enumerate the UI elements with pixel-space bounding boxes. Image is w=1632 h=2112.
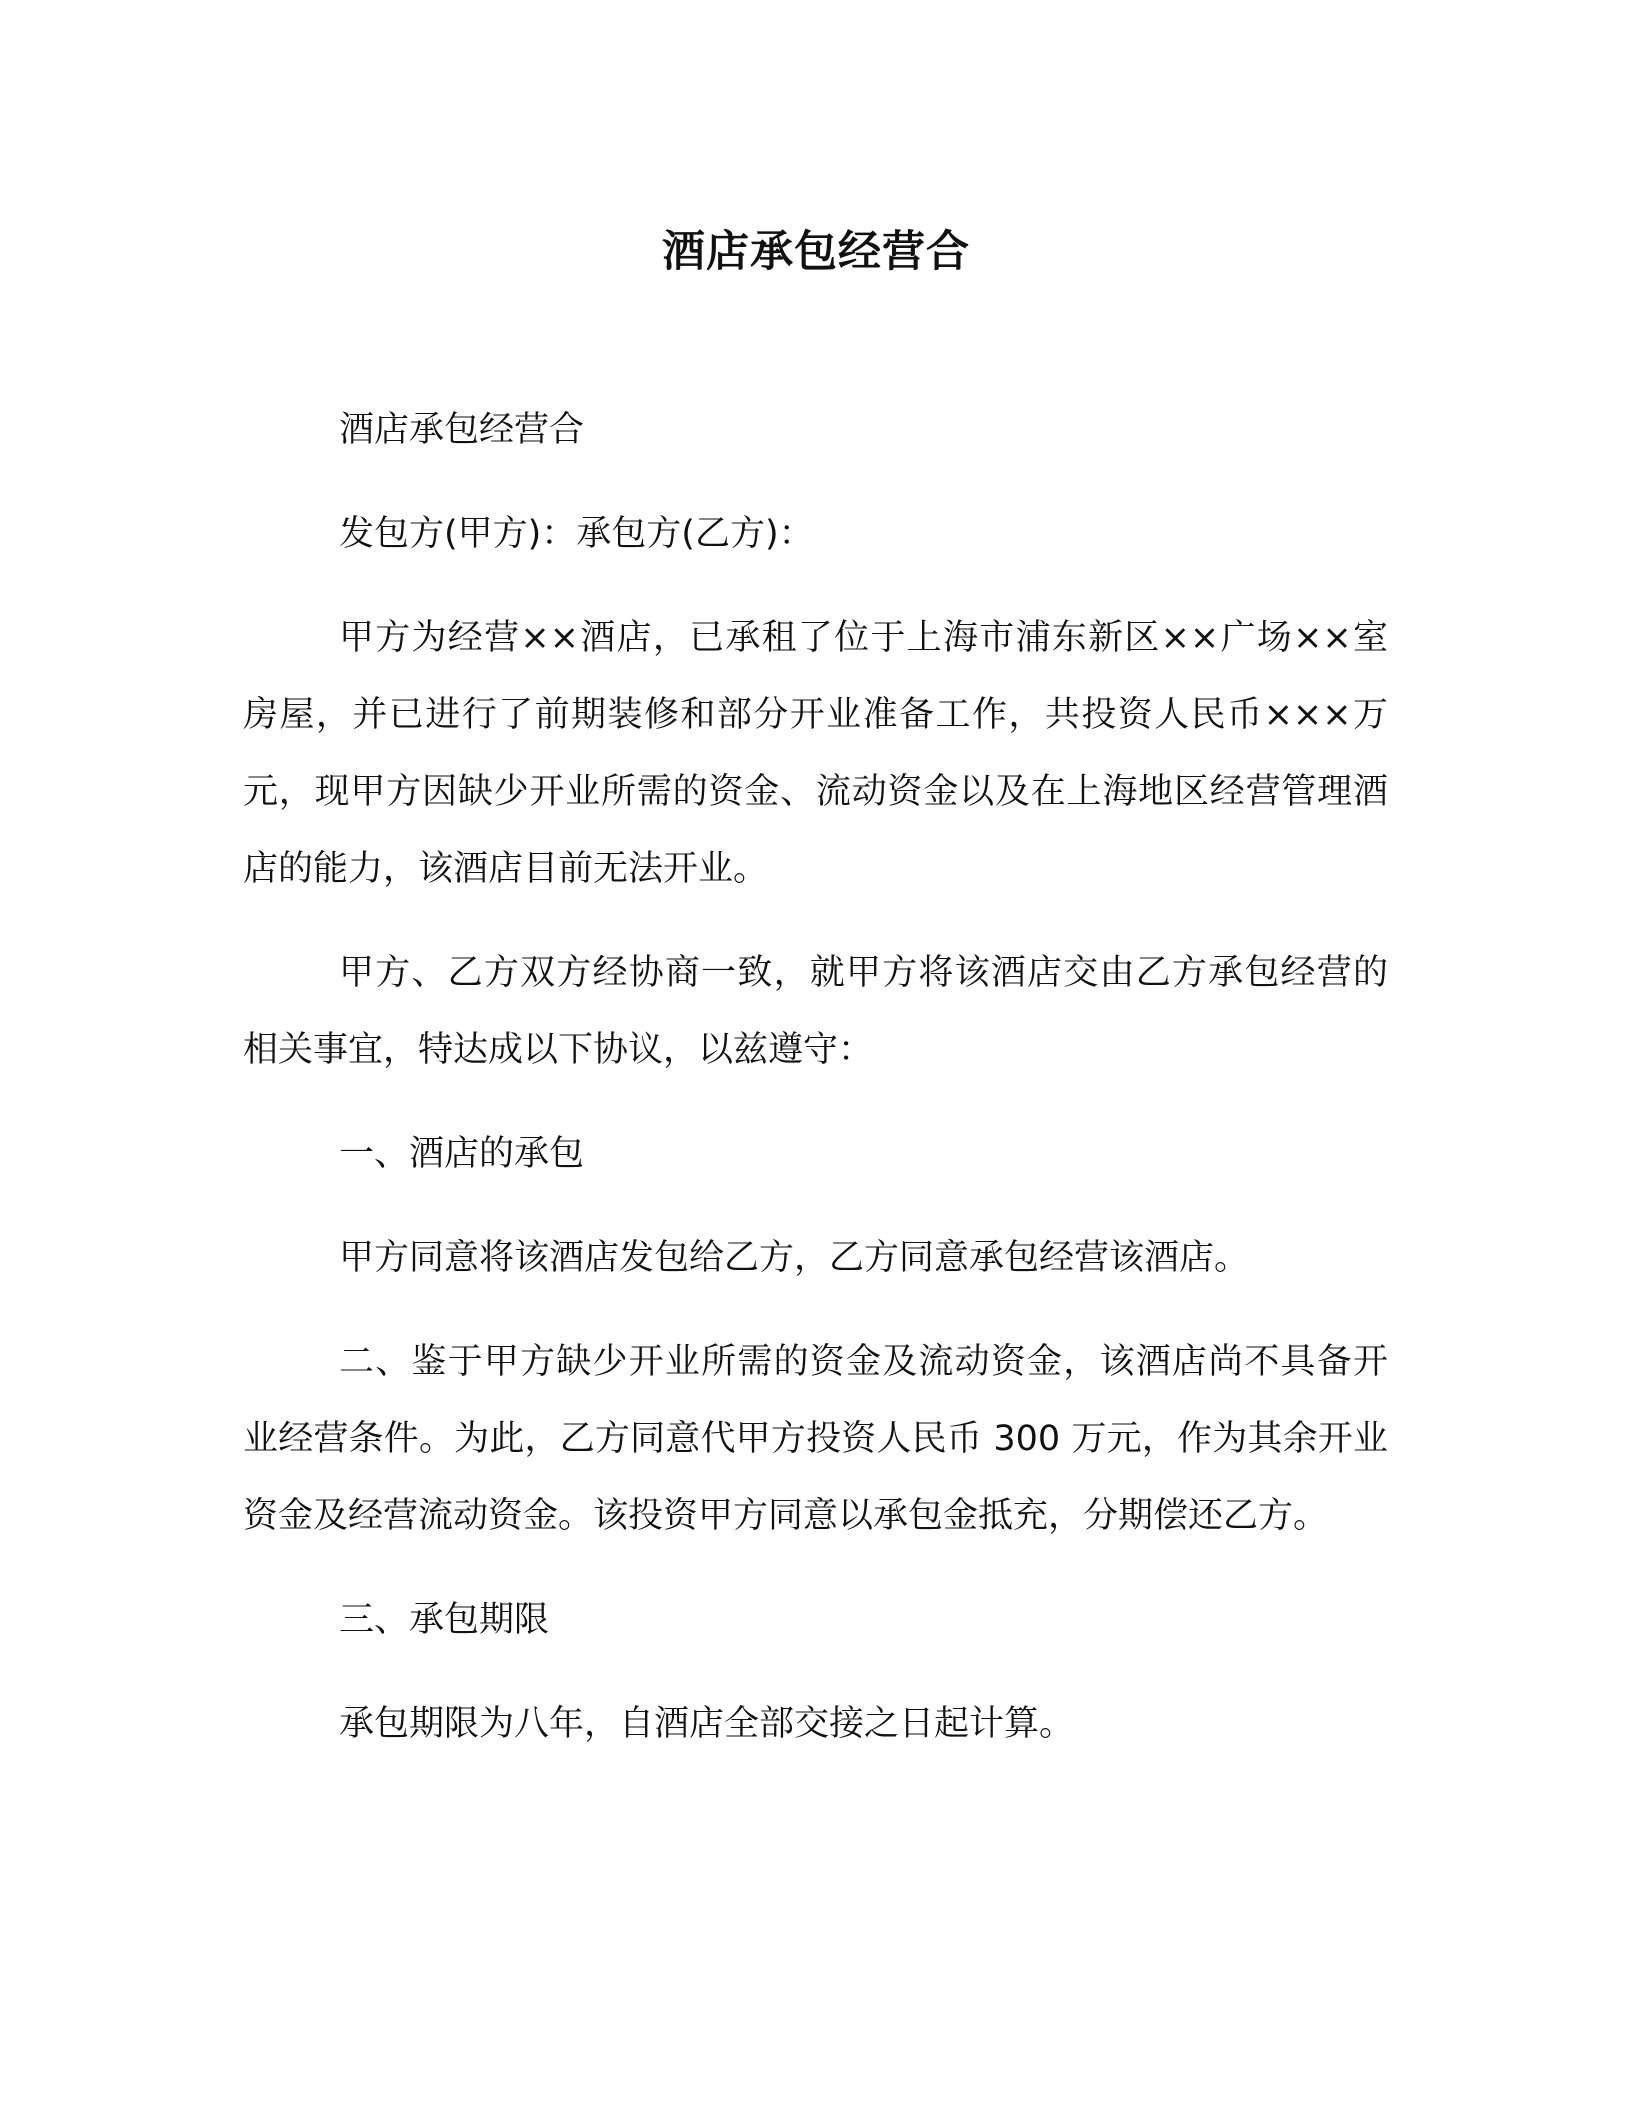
- section-1-heading: 一、酒店的承包: [339, 1134, 585, 1174]
- document-body: [243, 392, 1388, 1790]
- section-1-paragraph: 甲方同意将该酒店发包给乙方，乙方同意承包经营该酒店。: [339, 1238, 1250, 1278]
- agreement-intro-paragraph: 甲方、乙方双方经协商一致，就甲方将该酒店交由乙方承包经营的相关事宜，特达成以下协议，以兹遵守：: [243, 953, 1388, 1070]
- contract-subtitle: 酒店承包经营合: [339, 410, 585, 450]
- section-2-paragraph: 二、鉴于甲方缺少开业所需的资金及流动资金，该酒店尚不具备开业经营条件。为此，乙方同意代甲方投资人民币 300 万元，作为其余开业资金及经营流动资金。该投资甲方同意以承包金抵充，分期偿还乙方。: [243, 1342, 1388, 1536]
- section-3-paragraph: 承包期限为八年，自酒店全部交接之日起计算。: [339, 1704, 1075, 1744]
- document-title: 酒店承包经营合: [662, 227, 970, 277]
- section-3-heading: 三、承包期限: [339, 1600, 550, 1640]
- parties-line: 发包方(甲方)：承包方(乙方)：: [339, 514, 814, 554]
- background-paragraph: 甲方为经营××酒店，已承租了位于上海市浦东新区××广场××室房屋，并已进行了前期装修和部分开业准备工作，共投资人民币×××万元，现甲方因缺少开业所需的资金、流动资金以及在上海地区经营管理酒店的能力，该酒店目前无法开业。: [243, 618, 1388, 889]
